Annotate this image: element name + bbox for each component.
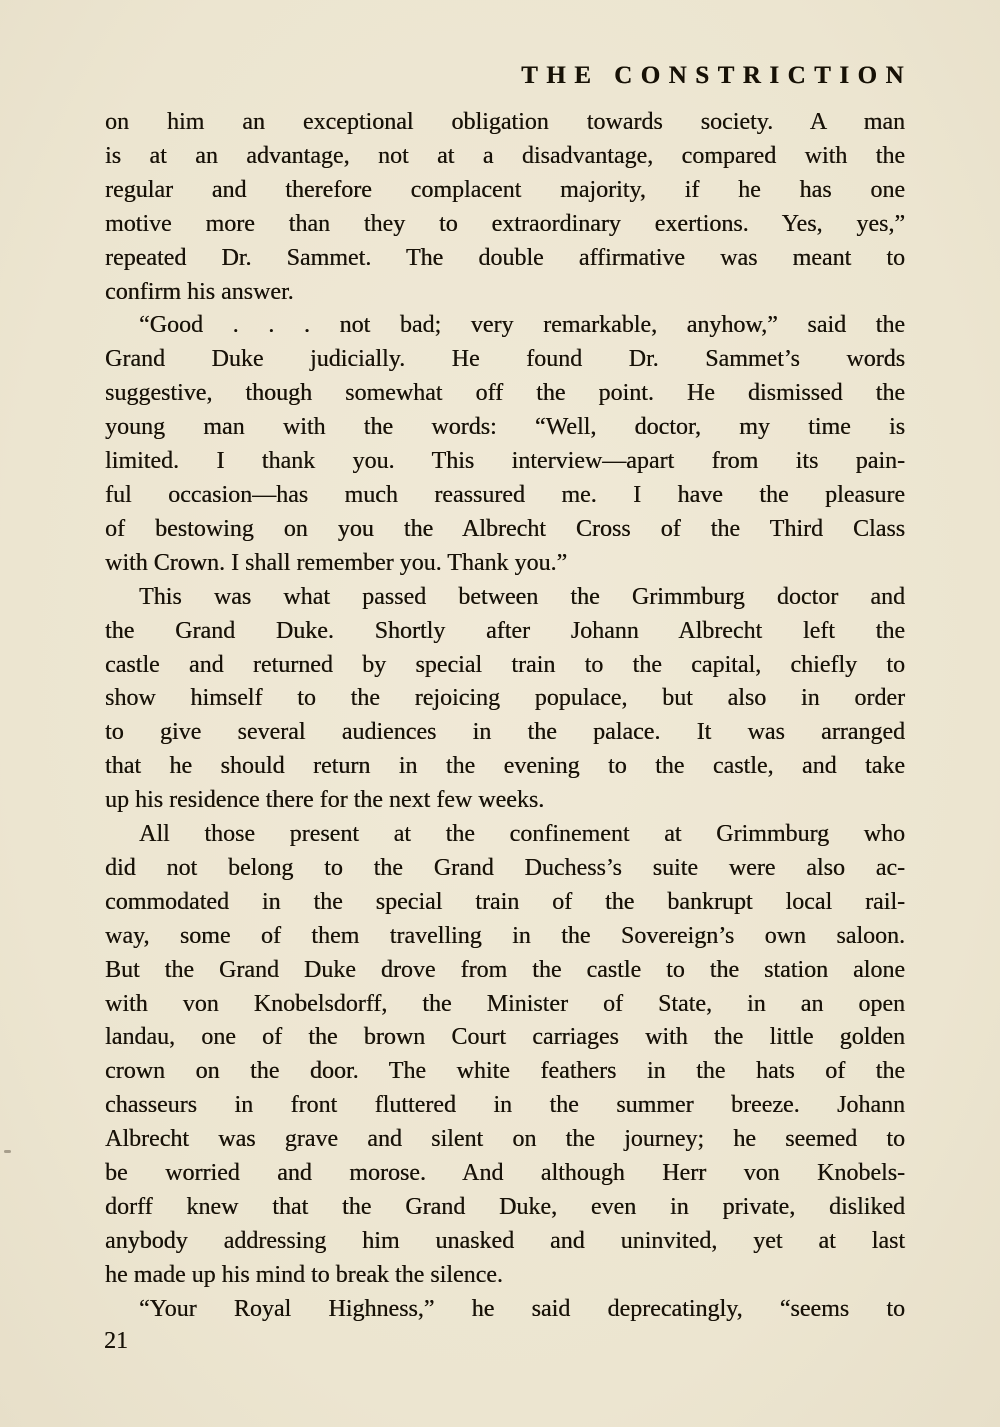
text-line: be worried and morose. And although Herr von Knobels- (105, 1160, 905, 1187)
paragraph (105, 581, 905, 818)
text-line: regular and therefore complacent majority, if he has one (105, 176, 905, 203)
text-line: confirm his answer. (105, 278, 294, 305)
text-line: landau, one of the brown Court carriages with the little golden (105, 1024, 905, 1051)
text-line: the Grand Duke. Shortly after Johann Albrecht left the (105, 617, 905, 644)
text-line: But the Grand Duke drove from the castle to the station alone (105, 956, 905, 983)
text-line: Grand Duke judicially. He found Dr. Sammet’s words (105, 346, 905, 373)
text-line: motive more than they to extraordinary exertions. Yes, yes,” (105, 210, 905, 237)
text-line: dorff knew that the Grand Duke, even in private, disliked (105, 1194, 905, 1220)
text-line: anybody addressing him unasked and uninvited, yet at last (105, 1227, 905, 1254)
text-line: show himself to the rejoicing populace, but also in order (105, 685, 905, 712)
text-line: All those present at the confinement at Grimmburg who (139, 821, 905, 848)
text-line: castle and returned by special train to the capital, chiefly to (105, 651, 905, 678)
text-line: of bestowing on you the Albrecht Cross of the Third Class (105, 515, 905, 542)
text-line: he made up his mind to break the silence. (105, 1261, 503, 1288)
text-line: young man with the words: “Well, doctor, my time is (105, 414, 905, 441)
text-line: suggestive, though somewhat off the point. He dismissed the (105, 380, 905, 407)
text-line: that he should return in the evening to the castle, and take (105, 753, 905, 780)
paragraph (105, 818, 905, 1293)
scan-speck-artifact (4, 1150, 11, 1153)
paragraph (105, 106, 905, 309)
text-line: with von Knobelsdorff, the Minister of State, in an open (105, 990, 905, 1017)
text-line: to give several audiences in the palace. It was arranged (105, 719, 905, 746)
text-line: on him an exceptional obligation towards society. A man (105, 109, 905, 135)
text-line: commodated in the special train of the bankrupt local rail- (105, 888, 905, 915)
running-header: THE CONSTRICTION (521, 62, 912, 89)
paragraph (105, 1293, 905, 1327)
page-number: 21 (104, 1328, 128, 1354)
body-text (105, 106, 905, 1327)
text-line: “Good . . . not bad; very remarkable, anyhow,” said the (139, 312, 905, 339)
text-line: is at an advantage, not at a disadvantage, compared with the (105, 142, 905, 169)
text-line: did not belong to the Grand Duchess’s suite were also ac- (105, 854, 905, 881)
text-line: This was what passed between the Grimmburg doctor and (139, 583, 905, 610)
text-line: way, some of them travelling in the Sovereign’s own saloon. (105, 922, 905, 949)
text-line: chasseurs in front fluttered in the summer breeze. Johann (105, 1092, 905, 1119)
text-line: ful occasion—has much reassured me. I have the pleasure (105, 481, 905, 508)
text-line: crown on the door. The white feathers in the hats of the (105, 1058, 905, 1085)
text-line: “Your Royal Highness,” he said deprecatingly, “seems to (139, 1295, 905, 1322)
text-line: limited. I thank you. This interview—apart from its pain- (105, 448, 905, 475)
text-line: up his residence there for the next few weeks. (105, 787, 545, 814)
text-line: repeated Dr. Sammet. The double affirmative was meant to (105, 244, 905, 271)
paragraph (105, 309, 905, 580)
text-line: with Crown. I shall remember you. Thank you.” (105, 549, 568, 576)
text-line: Albrecht was grave and silent on the journey; he seemed to (105, 1126, 905, 1153)
